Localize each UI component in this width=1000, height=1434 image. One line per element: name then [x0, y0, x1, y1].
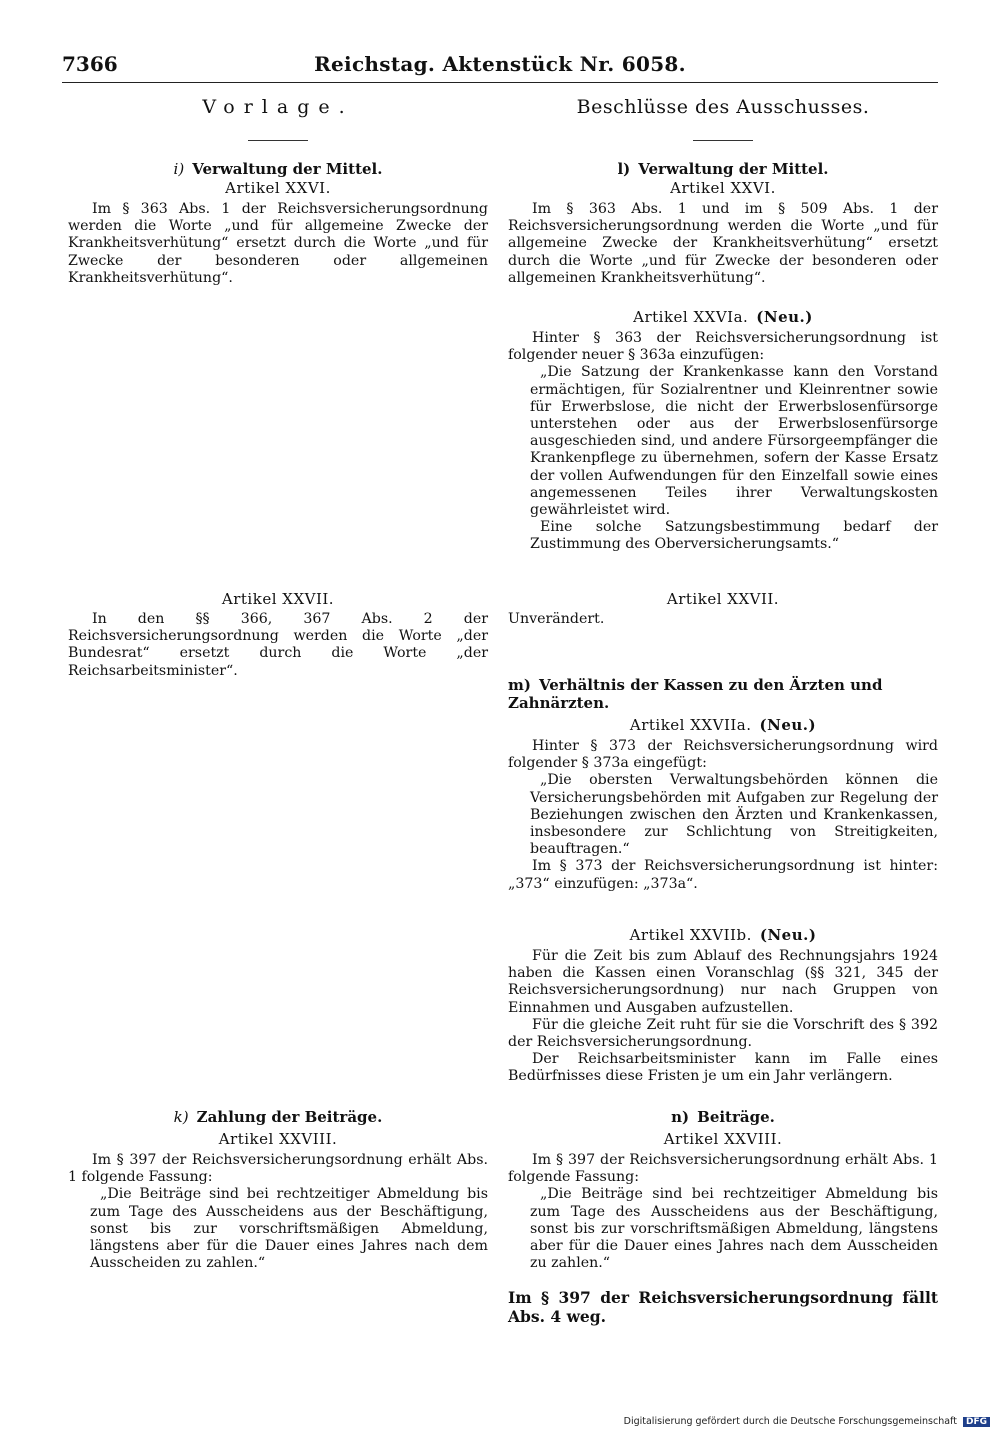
right-article-26-text: Im § 363 Abs. 1 und im § 509 Abs. 1 der Reichsversicherungsordnung werden die Worte „und für allgemeine Zwecke der Krankheitsverhütung“ ersetzt durch die Worte „und für Zwecke der besonderen oder allgemeinen Krankheitsverhütung“.: [508, 201, 938, 286]
page-number: 7366: [62, 52, 118, 76]
right-final-note: Im § 397 der Reichsversicherungsordnung fällt Abs. 4 weg.: [508, 1288, 938, 1326]
right-article-27a-heading: Artikel XXVIIa. (Neu.): [629, 716, 817, 734]
right-article-27b-text: Für die Zeit bis zum Ablauf des Rechnungsjahrs 1924 haben die Kassen einen Voranschlag (§§ 321, 345 der Reichsversicherungsordnung) nur nach Gruppen von Einnahmen und Ausgaben aufzustellen. Für die gleiche Zeit ruht für sie die Vorschrift des § 392 der Reichsversicherungsordnung. Der Reichsarbeitsminister kann im Falle eines Bedürfnisses diese Fristen je um ein Jahr verlängern.: [508, 948, 938, 1085]
left-article-26-text: Im § 363 Abs. 1 der Reichsversicherungsordnung werden die Worte „und für allgemeine Zwecke der Krankheitsverhütung“ ersetzt durch die Worte „und für Zwecke der besonderen oder allgemeinen Krankheitsverhütung“.: [68, 201, 488, 286]
right-article-26a-heading: Artikel XXVIa. (Neu.): [633, 308, 813, 326]
dfg-logo: DFG: [963, 1417, 990, 1427]
footer-credit: [624, 1416, 990, 1427]
neu-badge: (Neu.): [759, 926, 817, 944]
footer-text: Digitalisierung gefördert durch die Deutsche Forschungsgemeinschaft: [623, 1416, 957, 1427]
right-article-27a-text: Hinter § 373 der Reichsversicherungsordnung wird folgender § 373a eingefügt: „Die obersten Verwaltungsbehörden können die Versicherungsbehörden mit Aufgaben zur Regelung der Beziehungen zwischen den Ärzten und Krankenkassen, insbesondere zur Schlichtung von Streitigkeiten, beauftragen.“ Im § 373 der Reichsversicherungsordnung ist hinter: „373“ einzufügen: „373a“.: [508, 738, 938, 892]
right-column-heading: Beschlüsse des Ausschusses.: [576, 96, 870, 118]
left-column-heading: Vorlage.: [202, 96, 354, 118]
left-section-i-title: i) Verwaltung der Mittel.: [173, 160, 383, 178]
left-heading-rule: [248, 140, 308, 141]
left-article-27-text: In den §§ 366, 367 Abs. 2 der Reichsversicherungsordnung werden die Worte „der Bundesrat“ ersetzt durch die Worte „der Reichsarbeitsminister“.: [68, 611, 488, 679]
right-article-27b-heading: Artikel XXVIIb. (Neu.): [629, 926, 817, 944]
neu-badge: (Neu.): [756, 308, 813, 326]
right-article-28-text: Im § 397 der Reichsversicherungsordnung erhält Abs. 1 folgende Fassung: „Die Beiträge sind bei rechtzeitiger Abmeldung bis zum Tage des Ausscheidens aus der Beschäftigung, sonst bis zur vorschriftsmäßigen Abmeldung, längstens aber für die Dauer eines Jahres nach dem Ausscheiden zu zahlen.“: [508, 1152, 938, 1272]
header-rule: [62, 82, 938, 83]
right-section-l-title: l) Verwaltung der Mittel.: [617, 160, 829, 178]
left-article-28-text: Im § 397 der Reichsversicherungsordnung erhält Abs. 1 folgende Fassung: „Die Beiträge sind bei rechtzeitiger Abmeldung bis zum Tage des Ausscheidens aus der Beschäftigung, sonst bis zur vorschriftsmäßigen Abmeldung, längstens aber für die Dauer eines Jahres nach dem Ausscheiden zu zahlen.“: [68, 1152, 488, 1272]
right-section-m-title: m) Verhältnis der Kassen zu den Ärzten und Zahnärzten.: [508, 676, 883, 712]
right-article-27-text: Unverändert.: [508, 611, 605, 627]
right-article-26a-text: Hinter § 363 der Reichsversicherungsordnung ist folgender neuer § 363a einzufügen: „Die Satzung der Krankenkasse kann den Vorstand ermächtigen, für Sozialrentner und Kleinrentner sowie für Erwerbslose, die nicht der Erwerbslosenfürsorge unterstehen oder aus der Erwerbslosenfürsorge ausgeschieden sind, und andere Fürsorgeempfänger die Krankenpflege zu übernehmen, sofern der Kasse Ersatz der vollen Aufwendungen für den Einzelfall sowie eines angemessenen Teiles ihrer Verwaltungskosten gewährleistet wird. Eine solche Satzungsbestimmung bedarf der Zustimmung des Oberversicherungsamts.“: [508, 330, 938, 553]
right-heading-rule: [693, 140, 753, 141]
left-article-26-heading: Artikel XXVI.: [225, 179, 331, 197]
right-article-28-heading: Artikel XXVIII.: [663, 1130, 783, 1148]
right-article-27-heading: Artikel XXVII.: [666, 590, 780, 608]
left-section-k-title: k) Zahlung der Beiträge.: [173, 1108, 383, 1126]
neu-badge: (Neu.): [759, 716, 817, 734]
page-header: [0, 52, 1000, 86]
left-article-28-heading: Artikel XXVIII.: [218, 1130, 338, 1148]
running-title: Reichstag. Aktenstück Nr. 6058.: [314, 52, 686, 76]
right-article-26-heading: Artikel XXVI.: [670, 179, 776, 197]
left-article-27-heading: Artikel XXVII.: [221, 590, 335, 608]
right-section-n-title: n) Beiträge.: [671, 1108, 775, 1126]
